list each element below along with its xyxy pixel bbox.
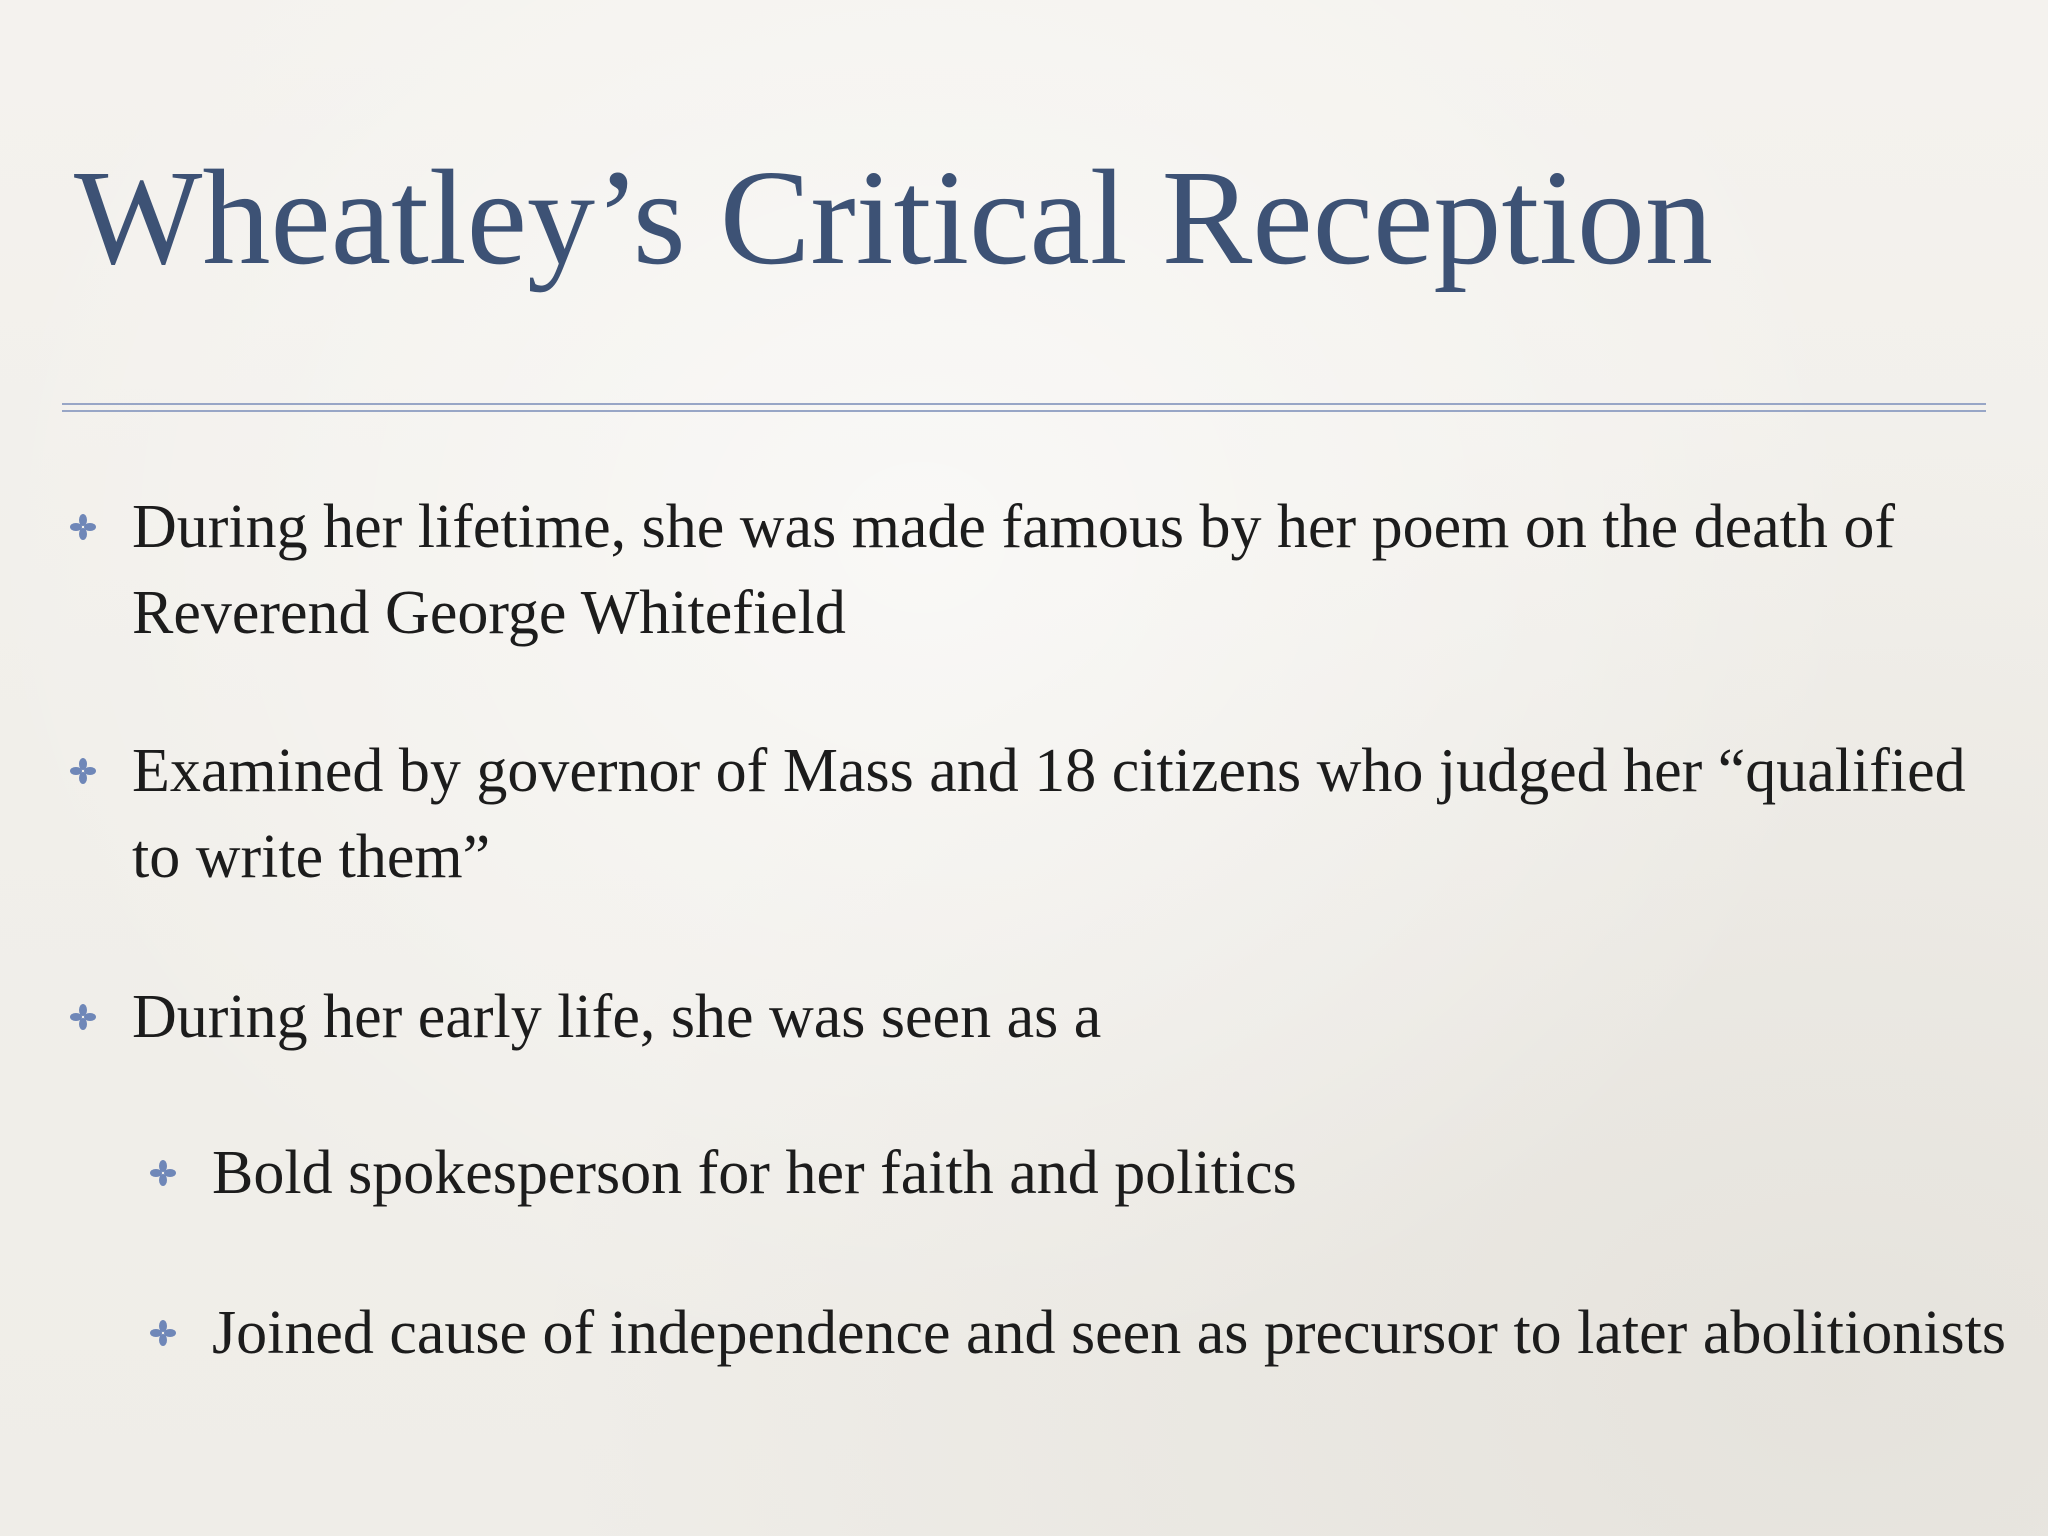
sub-bullet-item-1-text: Bold spokesperson for her faith and politics [212, 1139, 1297, 1207]
bullet-item-2 [132, 728, 2012, 900]
bullet-item-3 [132, 974, 2012, 1060]
four-petal-flower-icon [69, 757, 97, 785]
bullet-item-1-text: During her lifetime, she was made famous by her poem on the death of Reverend George Whitefield [132, 493, 1896, 647]
bullet-item-3-text: During her early life, she was seen as a [132, 983, 1102, 1051]
four-petal-flower-icon [69, 1003, 97, 1031]
bullet-item-2-text: Examined by governor of Mass and 18 citizens who judged her “qualified to write them” [132, 737, 1966, 891]
bullet-item-1 [132, 484, 2012, 656]
sub-bullet-item-2-text: Joined cause of independence and seen as precursor to later abolitionists [212, 1299, 2006, 1367]
four-petal-flower-icon [149, 1159, 177, 1187]
slide-title: Wheatley’s Critical Reception [74, 143, 1713, 293]
sub-bullet-item-1 [212, 1130, 2012, 1216]
four-petal-flower-icon [149, 1319, 177, 1347]
sub-bullet-item-2 [212, 1290, 2012, 1376]
four-petal-flower-icon [69, 513, 97, 541]
